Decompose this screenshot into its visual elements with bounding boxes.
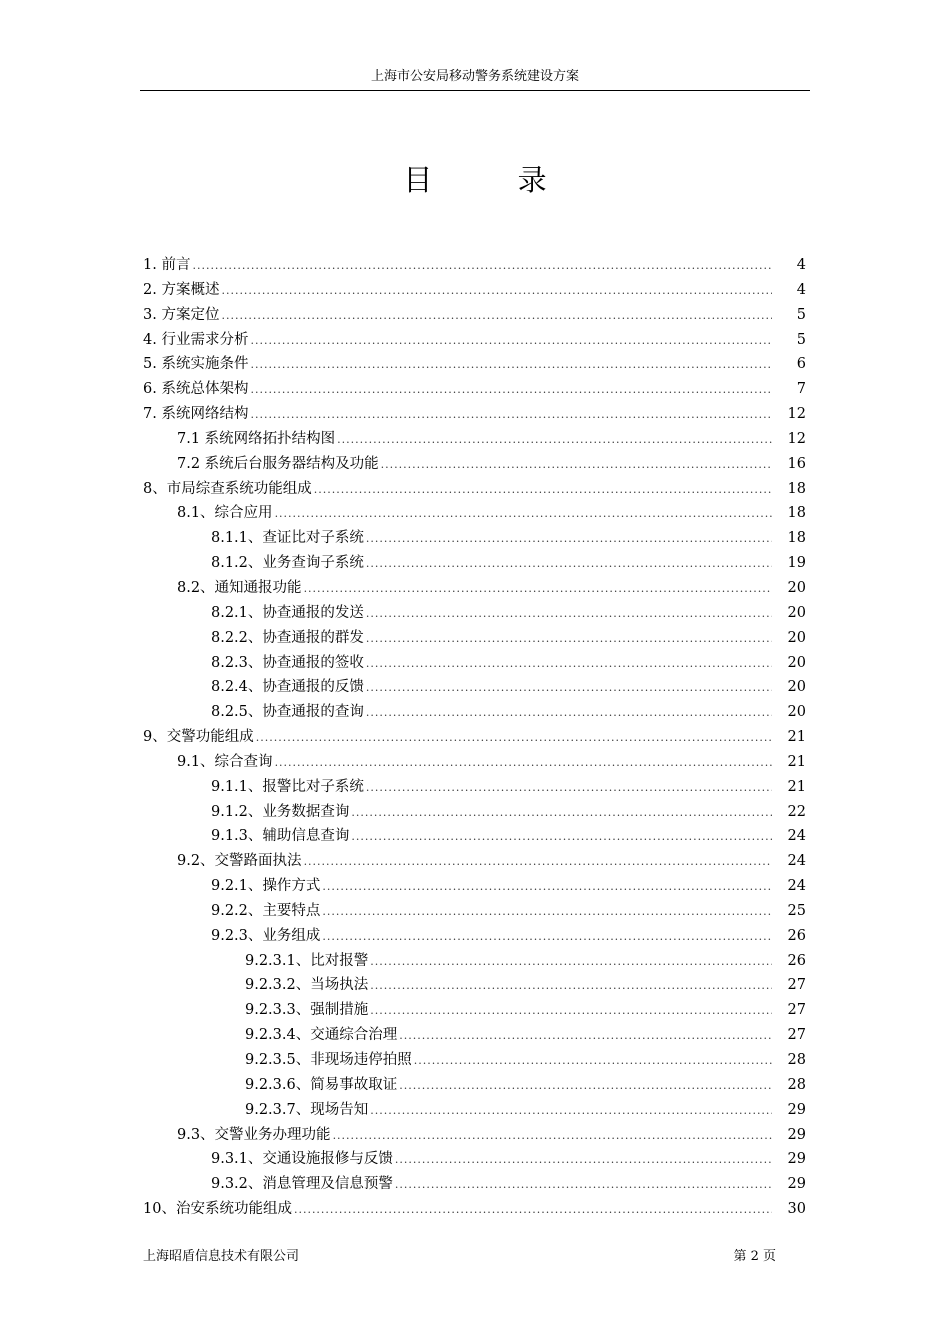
toc-dot-leader bbox=[366, 652, 772, 677]
toc-entry-page: 20 bbox=[787, 629, 806, 646]
toc-entry-page: 4 bbox=[796, 281, 806, 298]
toc-entry-line bbox=[143, 1172, 774, 1198]
toc-dot-leader bbox=[275, 751, 772, 776]
toc-entry-label: 9.2.3、业务组成 bbox=[211, 927, 321, 944]
toc-entry-label: 8.1、综合应用 bbox=[177, 505, 273, 522]
toc-entry-label: 8、市局综查系统功能组成 bbox=[143, 480, 312, 497]
toc-entry[interactable] bbox=[143, 1023, 808, 1048]
toc-entry[interactable] bbox=[143, 402, 808, 427]
toc-entry-line bbox=[143, 452, 774, 478]
toc-entry-page: 12 bbox=[787, 430, 806, 447]
toc-entry-page: 29 bbox=[787, 1101, 806, 1118]
toc-entry-line bbox=[143, 651, 774, 677]
toc-dot-leader bbox=[322, 925, 772, 950]
toc-entry[interactable] bbox=[143, 675, 808, 700]
toc-entry-page: 5 bbox=[796, 306, 806, 323]
toc-heading: 目 录 bbox=[403, 163, 585, 197]
toc-entry-label: 4. 行业需求分析 bbox=[143, 331, 249, 348]
toc-entry-page: 24 bbox=[787, 828, 806, 845]
toc-entry-page: 24 bbox=[787, 878, 806, 895]
toc-dot-leader bbox=[250, 329, 772, 354]
toc-dot-leader bbox=[366, 602, 772, 627]
toc-entry-label: 9.2.2、主要特点 bbox=[211, 902, 321, 919]
toc-entry-label: 6. 系统总体架构 bbox=[143, 381, 249, 398]
toc-entry[interactable] bbox=[143, 899, 808, 924]
toc-dot-leader bbox=[250, 353, 772, 378]
table-of-contents bbox=[143, 253, 808, 1222]
toc-entry[interactable] bbox=[143, 998, 808, 1023]
toc-dot-leader bbox=[275, 502, 772, 527]
toc-entry-line bbox=[143, 1147, 774, 1173]
toc-entry[interactable] bbox=[143, 601, 808, 626]
toc-entry[interactable] bbox=[143, 501, 808, 526]
toc-entry-label: 9.2、交警路面执法 bbox=[177, 853, 302, 870]
toc-entry-line bbox=[143, 551, 774, 577]
toc-entry-page: 21 bbox=[787, 778, 806, 795]
toc-entry[interactable] bbox=[143, 526, 808, 551]
toc-entry-page: 20 bbox=[787, 679, 806, 696]
toc-entry-line bbox=[143, 626, 774, 652]
page-number: 第 2 页 bbox=[733, 1249, 776, 1264]
toc-entry-label: 8.2.1、协查通报的发送 bbox=[211, 604, 364, 621]
toc-entry-line bbox=[143, 800, 774, 826]
toc-entry-label: 9.3.1、交通设施报修与反馈 bbox=[211, 1151, 393, 1168]
toc-entry-line bbox=[143, 1098, 774, 1124]
toc-dot-leader bbox=[370, 1099, 772, 1124]
toc-entry-line bbox=[143, 924, 774, 950]
toc-entry-line bbox=[143, 998, 774, 1024]
toc-dot-leader bbox=[221, 304, 772, 329]
toc-entry[interactable] bbox=[143, 1197, 808, 1222]
toc-entry-page: 27 bbox=[787, 977, 806, 994]
toc-dot-leader bbox=[351, 825, 772, 850]
toc-entry-page: 19 bbox=[787, 555, 806, 572]
toc-entry[interactable] bbox=[143, 253, 808, 278]
toc-entry[interactable] bbox=[143, 1123, 808, 1148]
toc-dot-leader bbox=[381, 453, 772, 478]
toc-entry[interactable] bbox=[143, 973, 808, 998]
toc-entry-label: 10、治安系统功能组成 bbox=[143, 1201, 292, 1218]
toc-entry-label: 9.2.3.2、当场执法 bbox=[245, 977, 369, 994]
toc-entry[interactable] bbox=[143, 824, 808, 849]
toc-entry-label: 9.2.1、操作方式 bbox=[211, 878, 321, 895]
toc-entry-page: 20 bbox=[787, 604, 806, 621]
toc-entry-line bbox=[143, 501, 774, 527]
toc-entry-label: 9.2.3.4、交通综合治理 bbox=[245, 1027, 398, 1044]
toc-dot-leader bbox=[399, 1074, 772, 1099]
toc-dot-leader bbox=[337, 428, 772, 453]
toc-entry[interactable] bbox=[143, 352, 808, 377]
toc-entry-line bbox=[143, 725, 774, 751]
toc-dot-leader bbox=[366, 701, 772, 726]
toc-entry-label: 8.2.3、协查通报的签收 bbox=[211, 654, 364, 671]
toc-entry[interactable] bbox=[143, 477, 808, 502]
toc-entry-page: 21 bbox=[787, 753, 806, 770]
toc-dot-leader bbox=[370, 950, 772, 975]
toc-entry-label: 9.1.2、业务数据查询 bbox=[211, 803, 350, 820]
toc-entry[interactable] bbox=[143, 452, 808, 477]
toc-entry-line bbox=[143, 973, 774, 999]
toc-dot-leader bbox=[322, 900, 772, 925]
toc-entry-label: 9.2.3.1、比对报警 bbox=[245, 952, 369, 969]
toc-entry[interactable] bbox=[143, 328, 808, 353]
toc-dot-leader bbox=[250, 403, 772, 428]
toc-dot-leader bbox=[351, 801, 772, 826]
toc-entry-line bbox=[143, 377, 774, 403]
toc-entry-label: 8.1.1、查证比对子系统 bbox=[211, 530, 364, 547]
toc-entry-label: 3. 方案定位 bbox=[143, 306, 220, 323]
toc-entry-line bbox=[143, 402, 774, 428]
toc-dot-leader bbox=[256, 726, 772, 751]
toc-entry-page: 29 bbox=[787, 1151, 806, 1168]
toc-entry-line bbox=[143, 824, 774, 850]
toc-entry-page: 12 bbox=[787, 406, 806, 423]
toc-entry-line bbox=[143, 328, 774, 354]
page-header bbox=[140, 68, 810, 91]
toc-entry-label: 9、交警功能组成 bbox=[143, 729, 254, 746]
toc-entry-page: 26 bbox=[787, 952, 806, 969]
toc-entry[interactable] bbox=[143, 303, 808, 328]
toc-entry-line bbox=[143, 253, 774, 279]
toc-entry[interactable] bbox=[143, 626, 808, 651]
toc-entry-label: 5. 系统实施条件 bbox=[143, 356, 249, 373]
toc-dot-leader bbox=[366, 776, 772, 801]
toc-entry[interactable] bbox=[143, 775, 808, 800]
toc-entry-line bbox=[143, 526, 774, 552]
toc-entry-page: 18 bbox=[787, 505, 806, 522]
toc-dot-leader bbox=[322, 875, 772, 900]
toc-entry-label: 1. 前言 bbox=[143, 257, 191, 273]
toc-entry-line bbox=[143, 278, 774, 304]
toc-entry-label: 2. 方案概述 bbox=[143, 281, 220, 298]
toc-entry-page: 29 bbox=[787, 1176, 806, 1193]
toc-dot-leader bbox=[314, 478, 772, 503]
toc-dot-leader bbox=[192, 254, 772, 279]
toc-entry-label: 9.1.3、辅助信息查询 bbox=[211, 828, 350, 845]
toc-entry-page: 18 bbox=[787, 530, 806, 547]
toc-entry-page: 4 bbox=[796, 257, 806, 273]
toc-entry[interactable] bbox=[143, 725, 808, 750]
toc-dot-leader bbox=[304, 577, 772, 602]
toc-entry[interactable] bbox=[143, 551, 808, 576]
toc-entry[interactable] bbox=[143, 924, 808, 949]
toc-entry-label: 7.1 系统网络拓扑结构图 bbox=[177, 430, 336, 447]
toc-entry[interactable] bbox=[143, 377, 808, 402]
toc-dot-leader bbox=[366, 527, 772, 552]
toc-dot-leader bbox=[333, 1124, 772, 1149]
toc-entry-label: 9.2.3.5、非现场违停拍照 bbox=[245, 1052, 412, 1068]
toc-entry-label: 9.2.3.7、现场告知 bbox=[245, 1101, 369, 1118]
toc-dot-leader bbox=[414, 1049, 772, 1074]
toc-entry-line bbox=[143, 477, 774, 503]
toc-entry-page: 20 bbox=[787, 654, 806, 671]
toc-entry-line bbox=[143, 750, 774, 776]
toc-entry-page: 29 bbox=[787, 1126, 806, 1143]
toc-entry-page: 26 bbox=[787, 927, 806, 944]
toc-entry[interactable] bbox=[143, 700, 808, 725]
toc-entry[interactable] bbox=[143, 1073, 808, 1098]
toc-entry-page: 20 bbox=[787, 704, 806, 721]
toc-entry-label: 8.2.5、协查通报的查询 bbox=[211, 704, 364, 721]
toc-entry-line bbox=[143, 849, 774, 875]
toc-entry[interactable] bbox=[143, 427, 808, 452]
toc-dot-leader bbox=[399, 1024, 772, 1049]
toc-entry-line bbox=[143, 601, 774, 627]
toc-entry[interactable] bbox=[143, 1098, 808, 1123]
toc-entry-line bbox=[143, 1123, 774, 1149]
toc-entry-page: 24 bbox=[787, 853, 806, 870]
toc-dot-leader bbox=[395, 1148, 772, 1173]
toc-entry-page: 18 bbox=[787, 480, 806, 497]
toc-entry-label: 7. 系统网络结构 bbox=[143, 406, 249, 423]
company-name: 上海昭盾信息技术有限公司 bbox=[143, 1249, 300, 1264]
toc-entry[interactable] bbox=[143, 949, 808, 974]
toc-entry[interactable] bbox=[143, 1048, 808, 1073]
toc-dot-leader bbox=[370, 999, 772, 1024]
toc-entry-label: 8.2、通知通报功能 bbox=[177, 579, 302, 596]
toc-entry-page: 28 bbox=[787, 1076, 806, 1093]
toc-dot-leader bbox=[366, 552, 772, 577]
toc-entry-label: 8.1.2、业务查询子系统 bbox=[211, 555, 364, 572]
toc-dot-leader bbox=[294, 1198, 772, 1223]
toc-entry-page: 28 bbox=[787, 1052, 806, 1068]
toc-entry-label: 9.3.2、消息管理及信息预警 bbox=[211, 1176, 393, 1193]
toc-dot-leader bbox=[366, 676, 772, 701]
toc-entry[interactable] bbox=[143, 874, 808, 899]
toc-entry[interactable] bbox=[143, 278, 808, 303]
toc-entry-label: 9.1.1、报警比对子系统 bbox=[211, 778, 364, 795]
toc-entry-label: 8.2.2、协查通报的群发 bbox=[211, 629, 364, 646]
toc-entry-line bbox=[143, 1023, 774, 1049]
toc-entry[interactable] bbox=[143, 750, 808, 775]
toc-entry-line bbox=[143, 303, 774, 329]
toc-dot-leader bbox=[370, 974, 772, 999]
toc-entry-line bbox=[143, 675, 774, 701]
toc-entry[interactable] bbox=[143, 1147, 808, 1172]
toc-dot-leader bbox=[221, 279, 772, 304]
toc-entry[interactable] bbox=[143, 1172, 808, 1197]
toc-entry-line bbox=[143, 576, 774, 602]
toc-entry-page: 20 bbox=[787, 579, 806, 596]
toc-entry-line bbox=[143, 427, 774, 453]
toc-entry-label: 8.2.4、协查通报的反馈 bbox=[211, 679, 364, 696]
toc-entry[interactable] bbox=[143, 849, 808, 874]
toc-entry[interactable] bbox=[143, 651, 808, 676]
toc-entry-line bbox=[143, 1048, 774, 1074]
toc-entry-page: 27 bbox=[787, 1002, 806, 1019]
toc-entry[interactable] bbox=[143, 576, 808, 601]
toc-entry-page: 30 bbox=[787, 1201, 806, 1218]
toc-entry-page: 27 bbox=[787, 1027, 806, 1044]
toc-entry-page: 16 bbox=[787, 455, 806, 472]
toc-entry-line bbox=[143, 1197, 774, 1223]
toc-entry-page: 21 bbox=[787, 729, 806, 746]
toc-entry-page: 22 bbox=[787, 803, 806, 820]
toc-entry-line bbox=[143, 1073, 774, 1099]
toc-dot-leader bbox=[395, 1173, 772, 1198]
document-title: 上海市公安局移动警务系统建设方案 bbox=[370, 69, 579, 84]
toc-entry-page: 7 bbox=[796, 381, 806, 398]
toc-dot-leader bbox=[250, 378, 772, 403]
toc-entry-label: 9.1、综合查询 bbox=[177, 753, 273, 770]
toc-entry-line bbox=[143, 874, 774, 900]
toc-entry-line bbox=[143, 775, 774, 801]
toc-entry[interactable] bbox=[143, 800, 808, 825]
toc-entry-line bbox=[143, 949, 774, 975]
toc-entry-line bbox=[143, 700, 774, 726]
toc-entry-page: 25 bbox=[787, 902, 806, 919]
toc-entry-line bbox=[143, 352, 774, 378]
toc-entry-page: 5 bbox=[796, 331, 806, 348]
toc-entry-page: 6 bbox=[796, 356, 806, 373]
toc-dot-leader bbox=[304, 850, 772, 875]
toc-entry-label: 9.2.3.3、强制措施 bbox=[245, 1002, 369, 1019]
toc-entry-line bbox=[143, 899, 774, 925]
toc-entry-label: 7.2 系统后台服务器结构及功能 bbox=[177, 455, 379, 472]
toc-dot-leader bbox=[366, 627, 772, 652]
toc-entry-label: 9.3、交警业务办理功能 bbox=[177, 1126, 331, 1143]
toc-entry-label: 9.2.3.6、简易事故取证 bbox=[245, 1076, 398, 1093]
